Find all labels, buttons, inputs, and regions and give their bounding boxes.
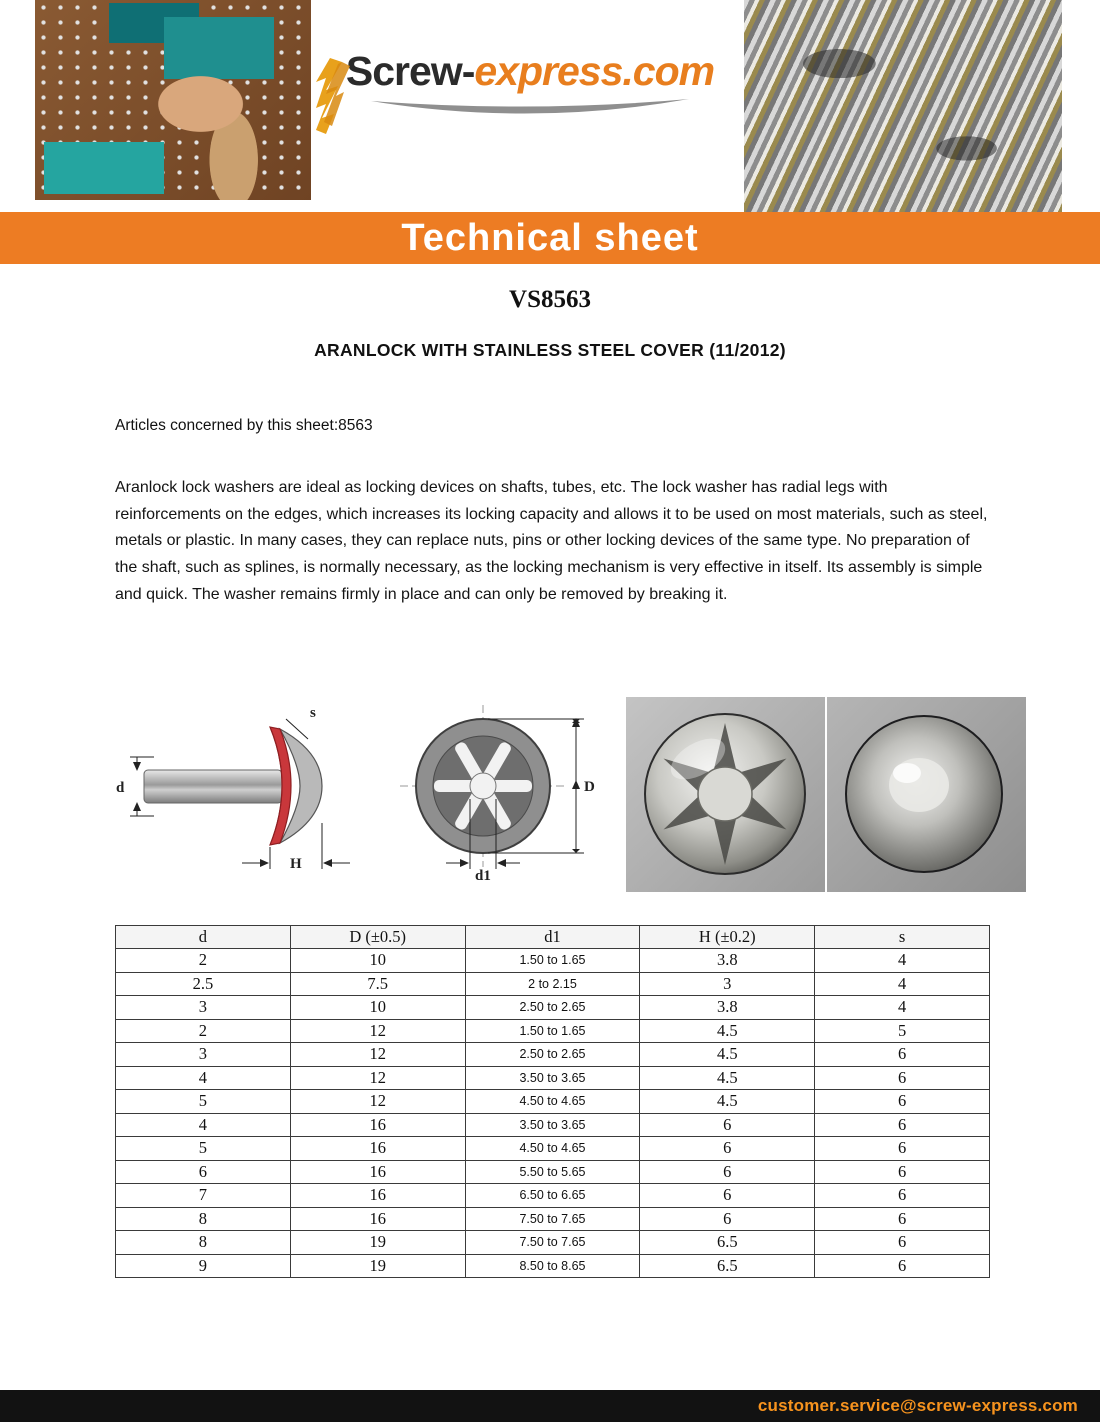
table-row	[116, 1160, 990, 1184]
table-cell: 12	[290, 1090, 465, 1114]
table-cell: 6	[815, 1137, 990, 1161]
table-row	[116, 972, 990, 996]
table-cell: 3	[640, 972, 815, 996]
logo-text-express: express.com	[474, 48, 715, 94]
table-cell: 5	[116, 1137, 291, 1161]
product-photos	[626, 697, 1026, 892]
table-cell: 4.50 to 4.65	[465, 1090, 640, 1114]
table-cell: 4	[815, 996, 990, 1020]
logo-text	[318, 48, 742, 95]
table-cell: 16	[290, 1137, 465, 1161]
spec-table-body	[116, 949, 990, 1278]
diagram-row	[110, 697, 1100, 892]
table-cell: 16	[290, 1113, 465, 1137]
table-cell: 6	[640, 1137, 815, 1161]
col-header-D: D (±0.5)	[290, 925, 465, 949]
table-cell: 6	[640, 1160, 815, 1184]
table-cell: 19	[290, 1254, 465, 1278]
top-view-drawing	[388, 697, 598, 882]
table-cell: 9	[116, 1254, 291, 1278]
table-cell: 3.50 to 3.65	[465, 1066, 640, 1090]
table-cell: 6	[815, 1043, 990, 1067]
dim-label-d1: d1	[475, 867, 491, 882]
table-cell: 6	[640, 1184, 815, 1208]
table-cell: 12	[290, 1019, 465, 1043]
table-row	[116, 949, 990, 973]
table-cell: 2.5	[116, 972, 291, 996]
dim-label-H: H	[290, 855, 302, 872]
banner-title: Technical sheet	[401, 216, 699, 259]
document-code: VS8563	[509, 286, 591, 313]
workbench-photo	[35, 0, 311, 200]
col-header-H: H (±0.2)	[640, 925, 815, 949]
table-cell: 4.50 to 4.65	[465, 1137, 640, 1161]
dim-label-s: s	[310, 704, 316, 721]
spec-table-head	[116, 925, 990, 949]
table-cell: 8	[116, 1231, 291, 1255]
table-cell: 7.50 to 7.65	[465, 1231, 640, 1255]
table-cell: 1.50 to 1.65	[465, 949, 640, 973]
table-cell: 12	[290, 1043, 465, 1067]
logo-jack-icon	[312, 56, 360, 136]
table-row	[116, 1254, 990, 1278]
table-cell: 4	[116, 1113, 291, 1137]
table-cell: 6.5	[640, 1231, 815, 1255]
table-cell: 6	[815, 1066, 990, 1090]
table-cell: 6	[815, 1113, 990, 1137]
table-cell: 6.50 to 6.65	[465, 1184, 640, 1208]
table-cell: 7.50 to 7.65	[465, 1207, 640, 1231]
table-cell: 6	[815, 1090, 990, 1114]
table-cell: 3.50 to 3.65	[465, 1113, 640, 1137]
table-cell: 4.5	[640, 1066, 815, 1090]
footer	[0, 1390, 1100, 1422]
table-cell: 8	[116, 1207, 291, 1231]
table-cell: 1.50 to 1.65	[465, 1019, 640, 1043]
table-cell: 2 to 2.15	[465, 972, 640, 996]
table-header-row	[116, 925, 990, 949]
table-row	[116, 1019, 990, 1043]
table-row	[116, 1137, 990, 1161]
table-cell: 2.50 to 2.65	[465, 1043, 640, 1067]
table-cell: 5	[815, 1019, 990, 1043]
table-row	[116, 1231, 990, 1255]
table-cell: 16	[290, 1184, 465, 1208]
table-cell: 3	[116, 996, 291, 1020]
table-cell: 6	[815, 1231, 990, 1255]
table-cell: 2	[116, 949, 291, 973]
table-cell: 3	[116, 1043, 291, 1067]
table-cell: 6	[815, 1254, 990, 1278]
table-row	[116, 1113, 990, 1137]
table-cell: 5	[116, 1090, 291, 1114]
table-row	[116, 1207, 990, 1231]
table-cell: 4.5	[640, 1043, 815, 1067]
logo-swoosh	[365, 97, 695, 119]
table-cell: 4	[815, 972, 990, 996]
articles-line: Articles concerned by this sheet:8563	[115, 417, 373, 434]
table-cell: 10	[290, 949, 465, 973]
header	[0, 0, 1100, 212]
dim-label-d: d	[116, 779, 125, 796]
table-row	[116, 996, 990, 1020]
table-row	[116, 1184, 990, 1208]
washer-photo-front	[626, 697, 825, 892]
logo	[318, 48, 742, 119]
table-cell: 4	[116, 1066, 291, 1090]
table-cell: 7.5	[290, 972, 465, 996]
dim-label-D: D	[584, 778, 595, 795]
washer-photo-back	[827, 697, 1026, 892]
document-title: ARANLOCK WITH STAINLESS STEEL COVER (11/2012)	[314, 340, 786, 360]
footer-email-link[interactable]: customer.service@screw-express.com	[757, 1396, 1078, 1415]
table-cell: 5.50 to 5.65	[465, 1160, 640, 1184]
side-view-drawing	[110, 697, 360, 882]
table-row	[116, 1066, 990, 1090]
table-cell: 6	[815, 1184, 990, 1208]
table-cell: 8.50 to 8.65	[465, 1254, 640, 1278]
table-cell: 16	[290, 1160, 465, 1184]
logo-text-screw: Screw-	[345, 48, 475, 94]
table-cell: 19	[290, 1231, 465, 1255]
table-cell: 4	[815, 949, 990, 973]
table-cell: 4.5	[640, 1090, 815, 1114]
table-cell: 6.5	[640, 1254, 815, 1278]
table-row	[116, 1043, 990, 1067]
table-cell: 12	[290, 1066, 465, 1090]
table-cell: 6	[815, 1160, 990, 1184]
table-cell: 6	[815, 1207, 990, 1231]
col-header-d: d	[116, 925, 291, 949]
banner	[0, 212, 1100, 264]
col-header-s: s	[815, 925, 990, 949]
table-cell: 6	[640, 1207, 815, 1231]
table-cell: 2.50 to 2.65	[465, 996, 640, 1020]
table-cell: 3.8	[640, 949, 815, 973]
table-row	[116, 1090, 990, 1114]
col-header-d1: d1	[465, 925, 640, 949]
table-cell: 6	[116, 1160, 291, 1184]
description-paragraph: Aranlock lock washers are ideal as locking devices on shafts, tubes, etc. The lock washer has radial legs with reinforcements on the edges, which increases its locking capacity and allows it to be used on most materials, such as steel, metals or plastic. In many cases, they can replace nuts, pins or other locking devices of the same type. No preparation of the shaft, such as splines, is normally necessary, as the locking mechanism is very effective in itself. Its assembly is simple and quick. The washer remains firmly in place and can only be removed by breaking it.	[115, 479, 988, 603]
table-cell: 4.5	[640, 1019, 815, 1043]
spec-table	[115, 925, 990, 1279]
table-cell: 2	[116, 1019, 291, 1043]
table-cell: 6	[640, 1113, 815, 1137]
table-cell: 3.8	[640, 996, 815, 1020]
screws-photo	[744, 0, 1062, 212]
table-cell: 16	[290, 1207, 465, 1231]
table-cell: 10	[290, 996, 465, 1020]
table-cell: 7	[116, 1184, 291, 1208]
